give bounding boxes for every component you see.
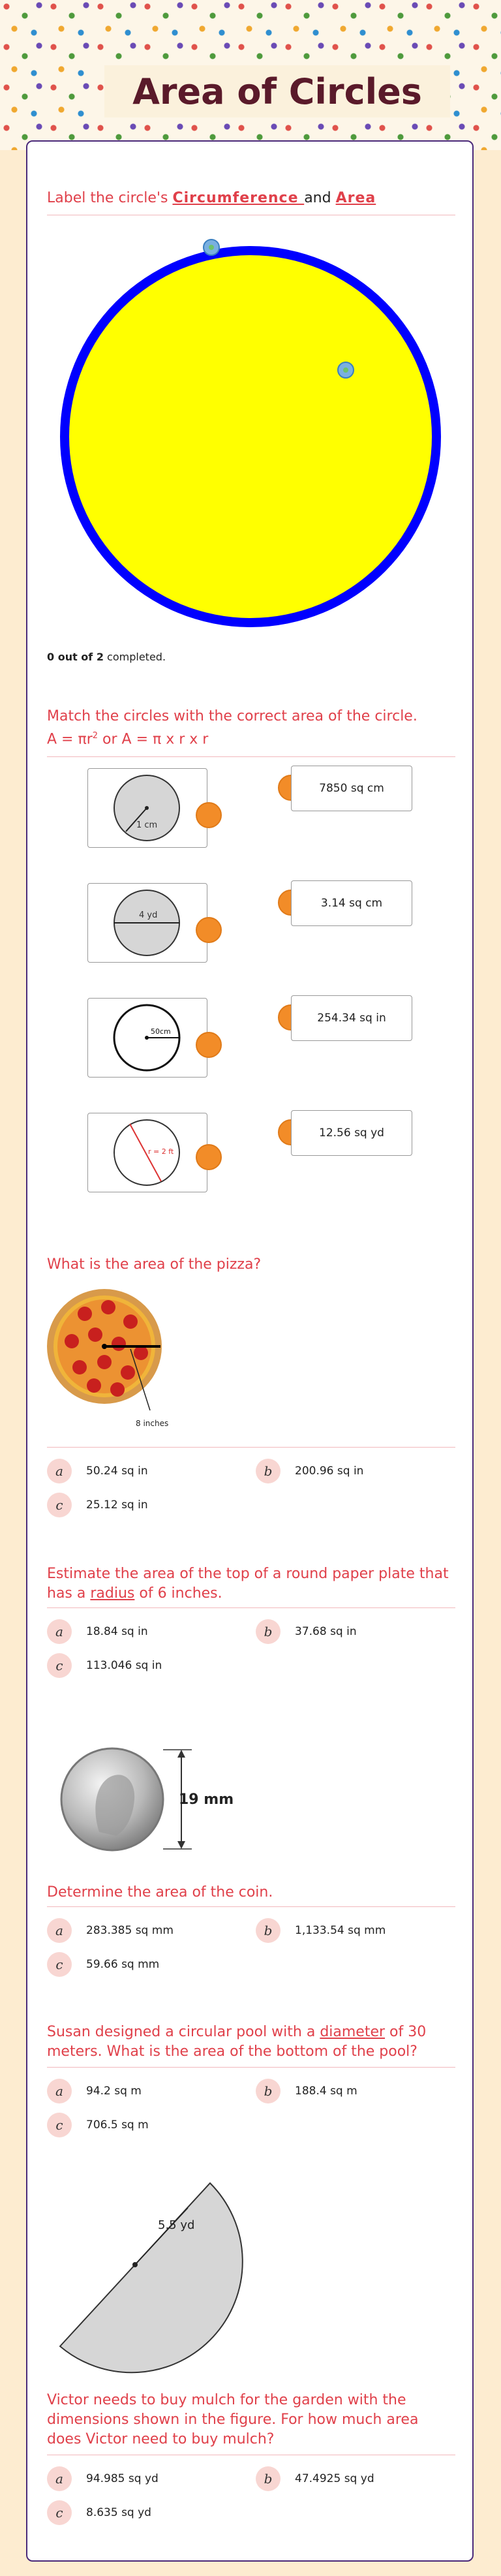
q4-keyword-radius[interactable]: radius — [90, 1585, 135, 1602]
option-badge: c — [47, 1952, 72, 1977]
worksheet-card — [26, 140, 474, 2562]
match-left-1[interactable] — [87, 768, 207, 848]
q6-keyword-diameter[interactable]: diameter — [320, 2024, 386, 2040]
q7-option-b[interactable] — [256, 2466, 374, 2491]
page-title: Area of Circles — [132, 70, 422, 112]
match-right-4[interactable]: 12.56 sq yd — [291, 1110, 412, 1156]
formula-part-b: or A = π x r x r — [98, 731, 209, 748]
q4-title-a: Estimate the area of the top of a round paper plate that has a — [47, 1566, 449, 1602]
pizza-image — [46, 1281, 215, 1451]
circle-label-2: 4 yd — [139, 910, 158, 920]
option-badge: c — [47, 2113, 72, 2137]
q4-option-b[interactable] — [256, 1619, 357, 1644]
q2-title-text: Match the circles with the correct area of the circle. — [47, 708, 418, 724]
q4-option-a[interactable] — [47, 1619, 148, 1644]
semicircle-garden-image — [53, 2165, 249, 2361]
option-text: 47.4925 sq yd — [295, 2472, 374, 2485]
q6-divider — [47, 2067, 455, 2068]
option-text: 25.12 sq in — [86, 1498, 148, 1512]
q5-option-a[interactable] — [47, 1918, 174, 1943]
drop-target-dot — [343, 367, 348, 373]
option-badge: a — [47, 2079, 72, 2103]
match-left-handle-3[interactable] — [196, 1032, 222, 1058]
circle-radius-2ft-image — [88, 1113, 207, 1192]
circle-diameter-4yd-image — [88, 884, 207, 962]
q3-option-b[interactable] — [256, 1459, 363, 1483]
circle-label-1: 1 cm — [136, 820, 158, 830]
coin-diameter-label: 19 mm — [179, 1792, 234, 1808]
option-badge: b — [256, 1619, 281, 1644]
formula-part-a: A = πr — [47, 731, 93, 748]
q1-mid: and — [304, 190, 336, 206]
option-text: 94.985 sq yd — [86, 2472, 159, 2485]
option-badge: b — [256, 2079, 281, 2103]
q4-title-b: of 6 inches. — [134, 1585, 222, 1602]
option-badge: c — [47, 2500, 72, 2525]
q1-title — [47, 189, 451, 208]
q1-progress-suffix: completed. — [103, 651, 166, 663]
option-badge: b — [256, 1459, 281, 1483]
q4-divider — [47, 1607, 455, 1608]
q1-circle-figure — [53, 240, 449, 631]
option-text: 188.4 sq m — [295, 2085, 357, 2098]
q2-formula — [47, 726, 451, 749]
option-text: 50.24 sq in — [86, 1465, 148, 1478]
q4-option-c[interactable] — [47, 1653, 162, 1678]
option-badge: b — [256, 2466, 281, 2491]
q6-title-b: of 30 meters. What is the area of the bottom of the pool? — [47, 2024, 427, 2060]
option-text: 200.96 sq in — [295, 1465, 364, 1478]
circle-radius-50cm-image — [88, 999, 207, 1077]
match-left-handle-2[interactable] — [196, 917, 222, 943]
q3-title: What is the area of the pizza? — [47, 1256, 262, 1273]
q2-title — [47, 707, 451, 749]
match-left-handle-1[interactable] — [196, 802, 222, 828]
q7-title: Victor needs to buy mulch for the garden with the dimensions shown in the figure. For how much area does Victor need to buy mulch? — [47, 2392, 419, 2447]
q5-divider — [47, 1906, 455, 1907]
circle-label-4: r = 2 ft — [148, 1147, 174, 1156]
q5-option-c[interactable] — [47, 1952, 159, 1977]
q6-option-a[interactable] — [47, 2079, 142, 2103]
q1-prefix: Label the circle's — [47, 190, 173, 206]
option-badge: a — [47, 1459, 72, 1483]
q4-title — [47, 1564, 451, 1604]
garden-radius-label: 5.5 yd — [158, 2218, 195, 2232]
q3-option-c[interactable] — [47, 1493, 148, 1517]
option-badge: b — [256, 1918, 281, 1943]
q3-divider — [47, 1447, 455, 1448]
q5-option-b[interactable] — [256, 1918, 386, 1943]
option-text: 8.635 sq yd — [86, 2506, 151, 2519]
option-text: 706.5 sq m — [86, 2118, 149, 2132]
option-badge: a — [47, 1619, 72, 1644]
q1-keyword-area: Area — [335, 190, 376, 206]
coin-image — [53, 1741, 234, 1865]
area-region — [69, 255, 432, 618]
option-text: 37.68 sq in — [295, 1625, 357, 1638]
q2-divider — [47, 756, 455, 757]
q1-keyword-circumference: Circumference — [172, 190, 305, 206]
match-left-4[interactable] — [87, 1113, 207, 1192]
option-text: 59.66 sq mm — [86, 1958, 160, 1971]
formula-exponent: 2 — [92, 731, 99, 741]
option-badge: c — [47, 1493, 72, 1517]
match-left-handle-4[interactable] — [196, 1144, 222, 1170]
option-badge: a — [47, 1918, 72, 1943]
q6-title-a: Susan designed a circular pool with a — [47, 2024, 320, 2040]
q7-option-a[interactable] — [47, 2466, 159, 2491]
q7-option-c[interactable] — [47, 2500, 151, 2525]
q6-option-b[interactable] — [256, 2079, 357, 2103]
circle-label-3: 50cm — [151, 1027, 171, 1036]
match-right-2[interactable]: 3.14 sq cm — [291, 880, 412, 926]
q5-title: Determine the area of the coin. — [47, 1884, 273, 1901]
drop-target-dot — [209, 245, 214, 250]
option-text: 113.046 sq in — [86, 1659, 162, 1672]
option-text: 1,133.54 sq mm — [295, 1924, 386, 1937]
q1-progress-count: 0 out of 2 — [47, 651, 104, 663]
title-banner — [104, 65, 450, 117]
q6-title — [47, 2023, 451, 2062]
circle-radius-1cm-image — [88, 769, 207, 847]
q1-progress — [47, 651, 166, 663]
q3-option-a[interactable] — [47, 1459, 148, 1483]
q6-option-c[interactable] — [47, 2113, 149, 2137]
option-text: 94.2 sq m — [86, 2085, 142, 2098]
option-badge: c — [47, 1653, 72, 1678]
option-badge: a — [47, 2466, 72, 2491]
pizza-radius-label: 8 inches — [136, 1419, 169, 1428]
option-text: 18.84 sq in — [86, 1625, 148, 1638]
match-left-2[interactable] — [87, 883, 207, 963]
match-left-3[interactable] — [87, 998, 207, 1078]
match-right-3[interactable]: 254.34 sq in — [291, 995, 412, 1041]
option-text: 283.385 sq mm — [86, 1924, 174, 1937]
match-right-1[interactable]: 7850 sq cm — [291, 766, 412, 811]
